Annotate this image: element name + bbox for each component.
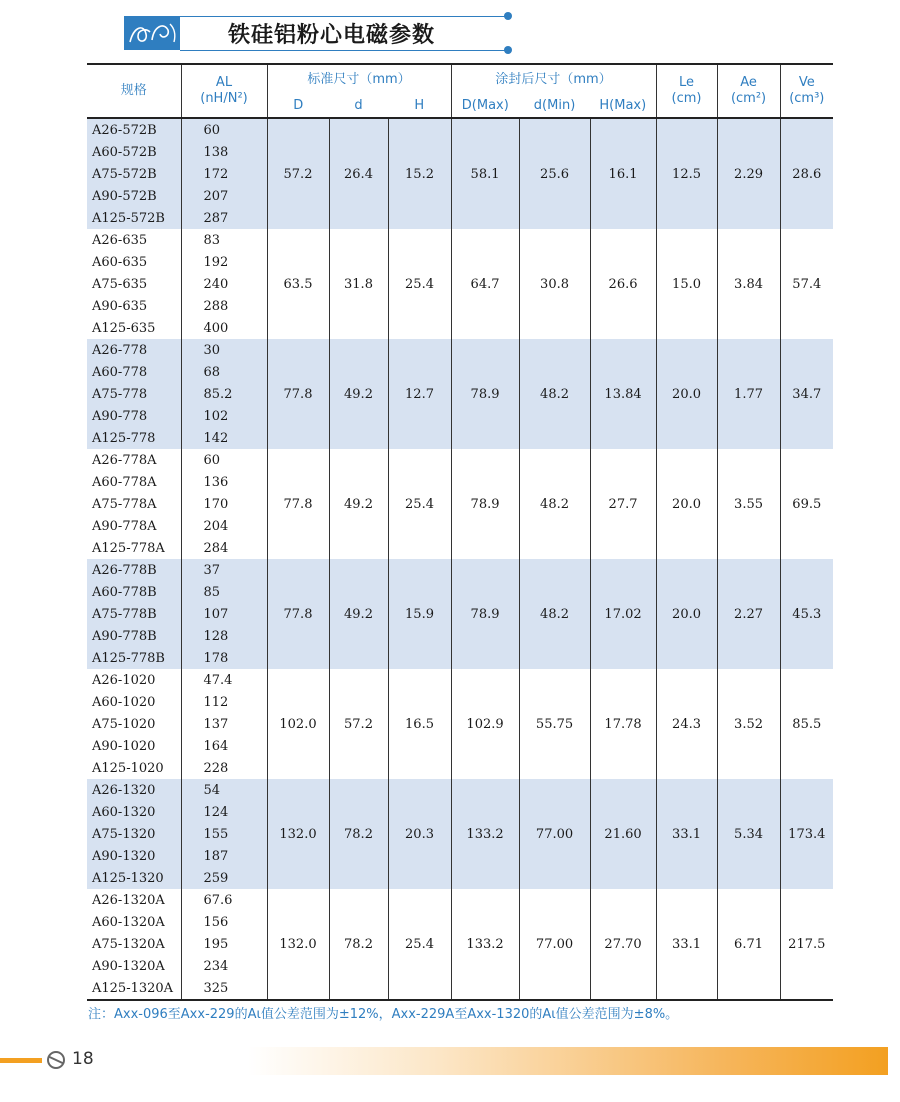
al-cell: 112 [181,691,267,713]
value-cell-h: 16.5 [388,669,451,779]
spec-cell: A90-572B [87,185,181,207]
value-cell-dmax: 102.9 [451,669,519,779]
value-cell-d: 57.2 [329,669,388,779]
value-cell-le: 20.0 [656,339,717,449]
al-cell: 67.6 [181,889,267,911]
spec-cell: A60-778B [87,581,181,603]
spec-cell: A60-1320A [87,911,181,933]
value-cell-ae: 3.55 [717,449,780,559]
tolerance-note: 注：Axx-096至Axx-229的Aι值公差范围为±12%，Axx-229A至Axx-1320的Aι值公差范围为±8%。 [88,1007,679,1022]
value-cell-dmax: 64.7 [451,229,519,339]
spec-cell: A60-778A [87,471,181,493]
value-cell-d: 49.2 [329,339,388,449]
spec-cell: A75-1320 [87,823,181,845]
table-group [87,118,833,229]
al-cell: 136 [181,471,267,493]
al-cell: 192 [181,251,267,273]
value-cell-ae: 1.77 [717,339,780,449]
value-cell-ae: 2.29 [717,118,780,229]
al-cell: 138 [181,141,267,163]
value-cell-d: 49.2 [329,559,388,669]
al-cell: 195 [181,933,267,955]
header-le: Le (cm) [656,64,717,118]
header-ve: Ve (cm³) [780,64,833,118]
al-cell: 60 [181,118,267,141]
al-cell: 30 [181,339,267,361]
al-cell: 234 [181,955,267,977]
spec-cell: A125-1020 [87,757,181,779]
value-cell-ve: 173.4 [780,779,833,889]
table-group [87,889,833,1000]
spec-cell: A60-635 [87,251,181,273]
value-cell-dmin: 77.00 [519,779,590,889]
spec-cell: A90-635 [87,295,181,317]
table-group [87,449,833,559]
value-cell-hmax: 27.7 [590,449,656,559]
value-cell-hmax: 16.1 [590,118,656,229]
table-group [87,229,833,339]
page-marker-icon [47,1051,65,1069]
spec-cell: A75-572B [87,163,181,185]
al-cell: 107 [181,603,267,625]
al-cell: 164 [181,735,267,757]
spec-cell: A90-1020 [87,735,181,757]
al-cell: 155 [181,823,267,845]
page-number: 18 [72,1049,94,1069]
al-cell: 68 [181,361,267,383]
header-coated-size: 涂封后尺寸（mm） [451,64,656,95]
value-cell-ve: 69.5 [780,449,833,559]
value-cell-le: 20.0 [656,559,717,669]
value-cell-ve: 34.7 [780,339,833,449]
al-cell: 284 [181,537,267,559]
value-cell-h: 12.7 [388,339,451,449]
value-cell-dmax: 133.2 [451,889,519,1000]
table-row [87,229,833,251]
spec-cell: A90-1320 [87,845,181,867]
spec-cell: A75-778A [87,493,181,515]
spec-cell: A90-778A [87,515,181,537]
footer-gradient-bar [248,1047,888,1075]
table-row [87,449,833,471]
spec-cell: A90-778B [87,625,181,647]
value-cell-dmax: 78.9 [451,339,519,449]
value-cell-ve: 45.3 [780,559,833,669]
value-cell-hmax: 27.70 [590,889,656,1000]
al-cell: 288 [181,295,267,317]
header-ae: Ae (cm²) [717,64,780,118]
spec-cell: A125-778A [87,537,181,559]
spec-cell: A125-1320A [87,977,181,1000]
value-cell-hmax: 26.6 [590,229,656,339]
al-cell: 204 [181,515,267,537]
value-cell-ae: 5.34 [717,779,780,889]
spec-cell: A75-778B [87,603,181,625]
al-cell: 207 [181,185,267,207]
footer-accent-line [0,1058,42,1063]
value-cell-d: 78.2 [329,889,388,1000]
al-cell: 60 [181,449,267,471]
table-group [87,559,833,669]
value-cell-dmin: 48.2 [519,339,590,449]
value-cell-ve: 57.4 [780,229,833,339]
spec-cell: A60-1020 [87,691,181,713]
spec-cell: A26-572B [87,118,181,141]
value-cell-h: 25.4 [388,229,451,339]
value-cell-le: 12.5 [656,118,717,229]
al-cell: 137 [181,713,267,735]
value-cell-dmax: 78.9 [451,559,519,669]
value-cell-ae: 3.52 [717,669,780,779]
spec-cell: A75-778 [87,383,181,405]
al-cell: 172 [181,163,267,185]
spec-cell: A26-1320 [87,779,181,801]
al-cell: 85 [181,581,267,603]
value-cell-hmax: 21.60 [590,779,656,889]
table-row [87,889,833,911]
al-cell: 259 [181,867,267,889]
table-group [87,779,833,889]
value-cell-dmin: 48.2 [519,449,590,559]
spec-cell: A60-572B [87,141,181,163]
spec-cell: A26-635 [87,229,181,251]
al-cell: 102 [181,405,267,427]
spec-cell: A125-635 [87,317,181,339]
value-cell-hmax: 17.78 [590,669,656,779]
spec-cell: A90-1320A [87,955,181,977]
value-cell-ve: 217.5 [780,889,833,1000]
value-cell-d: 57.2 [267,118,329,229]
value-cell-d: 77.8 [267,449,329,559]
value-cell-ve: 28.6 [780,118,833,229]
value-cell-ae: 2.27 [717,559,780,669]
spec-cell: A90-778 [87,405,181,427]
al-cell: 240 [181,273,267,295]
spec-cell: A75-1320A [87,933,181,955]
al-cell: 128 [181,625,267,647]
value-cell-dmin: 30.8 [519,229,590,339]
value-cell-h: 25.4 [388,449,451,559]
al-cell: 178 [181,647,267,669]
page-header [124,12,514,54]
spec-cell: A60-778 [87,361,181,383]
al-cell: 85.2 [181,383,267,405]
spec-cell: A26-778A [87,449,181,471]
table-group [87,669,833,779]
header-dot-bottom [504,46,512,54]
value-cell-h: 25.4 [388,889,451,1000]
spec-cell: A60-1320 [87,801,181,823]
value-cell-dmax: 58.1 [451,118,519,229]
al-cell: 228 [181,757,267,779]
table-group [87,339,833,449]
al-cell: 156 [181,911,267,933]
value-cell-le: 33.1 [656,889,717,1000]
value-cell-d: 31.8 [329,229,388,339]
spec-cell: A26-778B [87,559,181,581]
value-cell-ae: 3.84 [717,229,780,339]
al-cell: 187 [181,845,267,867]
header-h: H [388,95,451,118]
spec-cell: A125-1320 [87,867,181,889]
table-row [87,779,833,801]
value-cell-d: 77.8 [267,339,329,449]
spec-cell: A75-1020 [87,713,181,735]
spec-cell: A26-1020 [87,669,181,691]
spec-cell: A125-572B [87,207,181,229]
value-cell-le: 15.0 [656,229,717,339]
logo-ornament-icon [124,16,180,50]
value-cell-d: 26.4 [329,118,388,229]
header-al: AL (nH/N²) [181,64,267,118]
spec-cell: A125-778 [87,427,181,449]
al-cell: 287 [181,207,267,229]
value-cell-d: 102.0 [267,669,329,779]
value-cell-dmin: 77.00 [519,889,590,1000]
table-row [87,559,833,581]
value-cell-d: 77.8 [267,559,329,669]
al-cell: 47.4 [181,669,267,691]
value-cell-d: 132.0 [267,889,329,1000]
value-cell-d: 49.2 [329,449,388,559]
spec-cell: A75-635 [87,273,181,295]
al-cell: 325 [181,977,267,1000]
table-row [87,669,833,691]
value-cell-h: 15.2 [388,118,451,229]
header-d-outer: D [267,95,329,118]
al-cell: 170 [181,493,267,515]
al-cell: 83 [181,229,267,251]
value-cell-le: 20.0 [656,449,717,559]
value-cell-d: 63.5 [267,229,329,339]
value-cell-ae: 6.71 [717,889,780,1000]
header-d-max: D(Max) [451,95,519,118]
al-cell: 37 [181,559,267,581]
header-spec: 规格 [87,64,181,118]
value-cell-h: 15.9 [388,559,451,669]
header-std-size: 标准尺寸（mm） [267,64,451,95]
value-cell-dmin: 25.6 [519,118,590,229]
value-cell-dmin: 48.2 [519,559,590,669]
value-cell-dmax: 78.9 [451,449,519,559]
al-cell: 54 [181,779,267,801]
value-cell-h: 20.3 [388,779,451,889]
parameter-table [87,63,833,1001]
spec-cell: A26-1320A [87,889,181,911]
header-d-inner: d [329,95,388,118]
al-cell: 400 [181,317,267,339]
value-cell-dmax: 133.2 [451,779,519,889]
value-cell-le: 33.1 [656,779,717,889]
value-cell-hmax: 17.02 [590,559,656,669]
spec-cell: A26-778 [87,339,181,361]
value-cell-hmax: 13.84 [590,339,656,449]
header-dot-top [504,12,512,20]
value-cell-dmin: 55.75 [519,669,590,779]
al-cell: 142 [181,427,267,449]
value-cell-d: 78.2 [329,779,388,889]
value-cell-le: 24.3 [656,669,717,779]
value-cell-d: 132.0 [267,779,329,889]
table-row [87,339,833,361]
header-h-max: H(Max) [590,95,656,118]
spec-cell: A125-778B [87,647,181,669]
al-cell: 124 [181,801,267,823]
value-cell-ve: 85.5 [780,669,833,779]
header-d-min: d(Min) [519,95,590,118]
page-title: 铁硅铝粉心电磁参数 [228,23,436,48]
table-row [87,118,833,141]
